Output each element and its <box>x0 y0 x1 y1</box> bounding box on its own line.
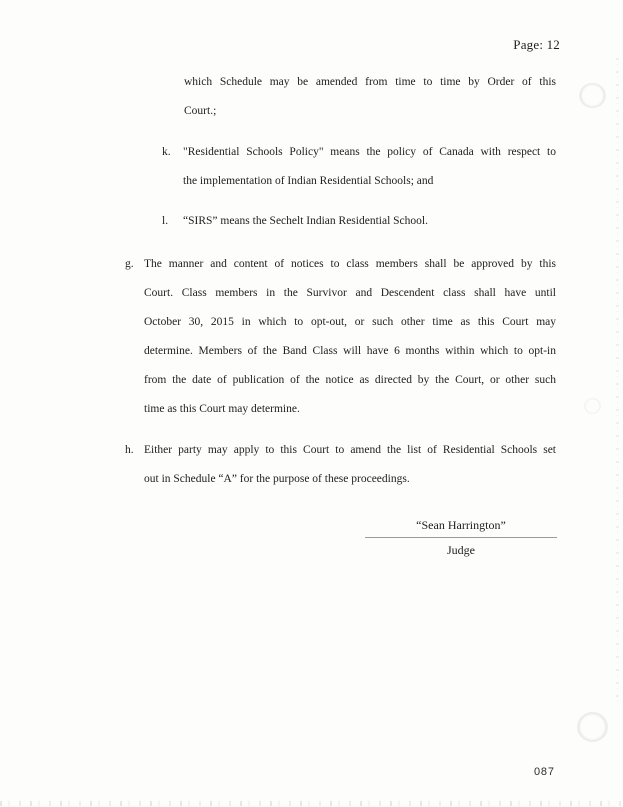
list-item-l <box>162 207 556 236</box>
list-item-g-text <box>144 250 556 424</box>
text-line: Court.; <box>184 105 217 117</box>
list-marker-k: k. <box>162 146 171 158</box>
list-item-h-text <box>144 436 556 494</box>
page-number-label: Page: 12 <box>513 37 560 52</box>
paragraph-text <box>184 68 556 126</box>
scan-edge-noise <box>0 801 623 806</box>
bates-number-stamp: 087 <box>534 766 555 778</box>
text-line: "Residential Schools Policy" means the policy of Canada with respect to <box>183 146 556 158</box>
text-line: which Schedule may be amended from time to time by Order of this <box>184 76 556 88</box>
text-line: October 30, 2015 in which to opt-out, or such other time as this Court may <box>144 316 556 328</box>
text-line: determine. Members of the Band Class will have 6 months within which to opt-in <box>144 345 556 357</box>
list-item-h <box>125 436 556 494</box>
list-item-k <box>162 138 556 196</box>
text-line: “SIRS” means the Sechelt Indian Residential School. <box>183 215 428 227</box>
scan-smudge-artifact <box>579 83 606 108</box>
list-marker-g: g. <box>125 258 134 270</box>
list-item-k-text <box>183 138 556 196</box>
text-line: time as this Court may determine. <box>144 403 300 415</box>
text-line: from the date of publication of the notice as directed by the Court, or other such <box>144 374 556 386</box>
text-line: the implementation of Indian Residential Schools; and <box>183 175 434 187</box>
signature-name: “Sean Harrington” <box>365 513 557 538</box>
text-line: The manner and content of notices to class members shall be approved by this <box>144 258 556 270</box>
signature-title: Judge <box>447 543 475 557</box>
list-item-l-text <box>183 207 556 236</box>
scan-smudge-artifact <box>584 398 601 414</box>
text-line: out in Schedule “A” for the purpose of these proceedings. <box>144 473 410 485</box>
signature-block <box>365 513 557 560</box>
list-marker-l: l. <box>162 215 169 227</box>
paragraph-continuation <box>184 68 556 126</box>
scan-edge-noise <box>616 58 619 708</box>
scan-smudge-artifact <box>577 712 608 742</box>
list-item-g <box>125 250 556 424</box>
list-marker-h: h. <box>125 444 134 456</box>
text-line: Either party may apply to this Court to amend the list of Residential Schools set <box>144 444 556 456</box>
text-line: Court. Class members in the Survivor and Descendent class shall have until <box>144 287 556 299</box>
